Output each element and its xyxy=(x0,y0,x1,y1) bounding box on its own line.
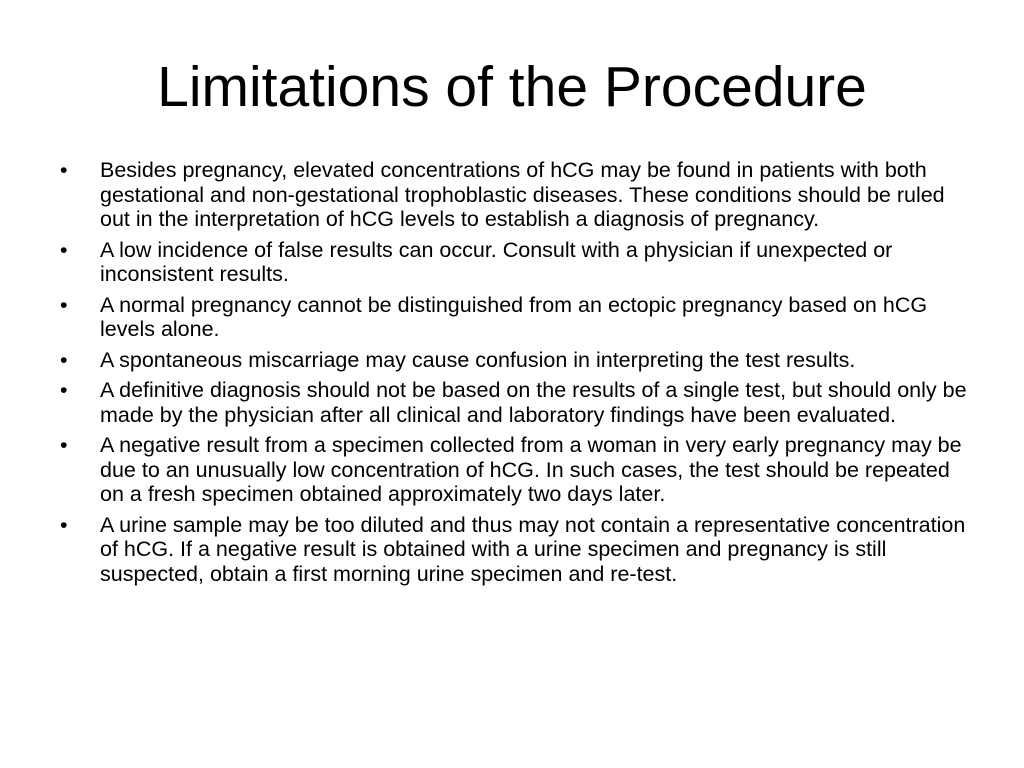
bullet-item xyxy=(60,348,970,373)
bullet-item xyxy=(60,378,970,427)
bullet-icon: • xyxy=(60,378,68,402)
slide-title: Limitations of the Procedure xyxy=(157,55,867,119)
bullet-list xyxy=(60,158,970,592)
bullet-text: A negative result from a specimen collected from a woman in very early pregnancy may be due to an unusually low concentration of hCG. In such cases, the test should be repeated on a fresh specimen obtained approximately two days later. xyxy=(100,433,962,506)
bullet-icon: • xyxy=(60,512,68,537)
bullet-icon: • xyxy=(60,292,68,317)
bullet-item xyxy=(60,238,970,287)
bullet-text: A definitive diagnosis should not be based on the results of a single test, but should only be made by the physician after all clinical and laboratory findings have been evaluated. xyxy=(100,378,967,427)
bullet-text: A normal pregnancy cannot be distinguished from an ectopic pregnancy based on hCG levels alone. xyxy=(100,292,928,341)
bullet-item xyxy=(60,293,970,342)
bullet-item xyxy=(60,158,970,232)
bullet-icon: • xyxy=(60,347,68,372)
bullet-icon: • xyxy=(60,237,68,262)
bullet-text: Besides pregnancy, elevated concentrations of hCG may be found in patients with both gestational and non-gestational trophoblastic diseases. These conditions should be ruled out in the interpretation of hCG levels to establish a diagnosis of pregnancy. xyxy=(100,158,945,231)
bullet-text: A low incidence of false results can occur. Consult with a physician if unexpected or inconsistent results. xyxy=(100,237,893,286)
bullet-text: A spontaneous miscarriage may cause confusion in interpreting the test results. xyxy=(100,347,856,372)
bullet-text: A urine sample may be too diluted and thus may not contain a representative concentration of hCG. If a negative result is obtained with a urine specimen and pregnancy is still suspected, obtain a first morning urine specimen and re-test. xyxy=(100,512,966,586)
bullet-item xyxy=(60,433,970,507)
bullet-icon: • xyxy=(60,158,68,182)
bullet-item xyxy=(60,513,970,587)
bullet-icon: • xyxy=(60,433,68,457)
